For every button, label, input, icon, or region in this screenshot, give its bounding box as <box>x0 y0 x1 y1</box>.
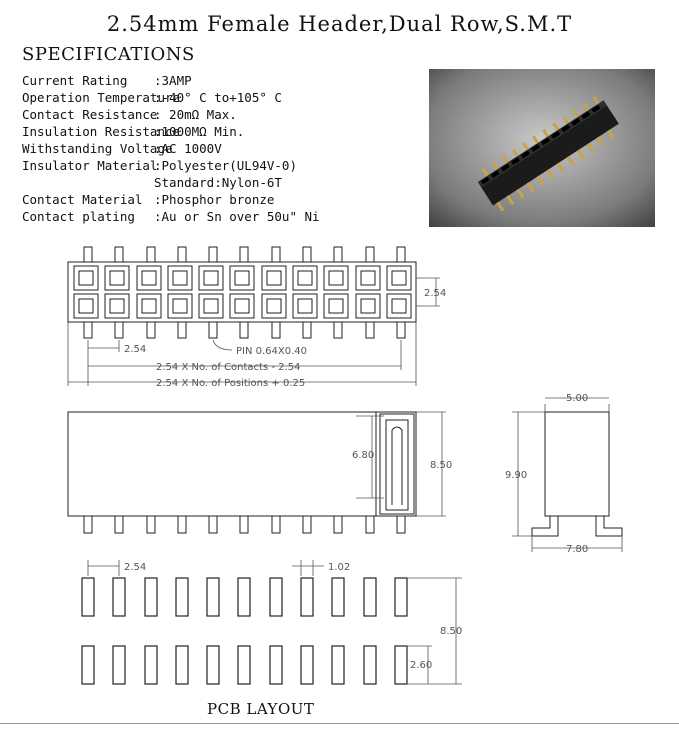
contacts-formula-label: 2.54 X No. of Contacts - 2.54 <box>156 362 301 373</box>
pcb-span-label: 8.50 <box>440 626 463 637</box>
spec-value: :AC 1000V <box>154 141 222 156</box>
spec-label: Withstanding Voltage <box>22 141 173 156</box>
side-view <box>532 412 622 536</box>
spec-label: Contact plating <box>22 209 135 224</box>
front-view <box>68 412 416 533</box>
spec-label: Insulation Resistance <box>22 124 181 139</box>
spec-label: Contact Resistance <box>22 107 158 122</box>
side-width-label: 5.00 <box>566 393 589 404</box>
top-view-pins-upper <box>84 247 405 262</box>
spec-value: :Polyester(UL94V-0) <box>154 158 297 173</box>
side-height-label: 9.90 <box>505 470 528 481</box>
spec-value: :-40° C to+105° C <box>154 90 282 105</box>
spec-value: :Phosphor bronze <box>154 192 275 207</box>
pin-pitch-label: 2.54 <box>124 344 147 355</box>
spec-value: :Au or Sn over 50u" Ni <box>154 209 320 224</box>
contact-cells <box>74 266 411 318</box>
spec-value: : 20mΩ Max. <box>154 107 237 122</box>
row-pitch-label: 2.54 <box>424 288 447 299</box>
pcb-pad-width-label: 1.02 <box>328 562 351 573</box>
page-title: 2.54mm Female Header,Dual Row,S.M.T <box>106 12 573 36</box>
spec-value: Standard:Nylon-6T <box>154 175 282 190</box>
spec-label: Contact Material <box>22 192 143 207</box>
spec-label: Current Rating <box>22 73 128 88</box>
contact-height-label: 6.80 <box>352 450 375 461</box>
pin-size-label: PIN 0.64X0.40 <box>236 346 308 357</box>
pcb-pitch-label: 2.54 <box>124 562 147 573</box>
pcb-pad-length-label: 2.60 <box>410 660 433 671</box>
body-height-label: 8.50 <box>430 460 453 471</box>
pcb-layout-caption: PCB LAYOUT <box>207 700 315 718</box>
spec-label: Operation Temperature <box>22 90 181 105</box>
bottom-divider <box>0 723 679 724</box>
spec-value: :3AMP <box>154 73 192 88</box>
specifications-heading: SPECIFICATIONS <box>22 44 195 65</box>
footprint-width-label: 7.80 <box>566 544 589 555</box>
pcb-pads <box>82 578 407 684</box>
spec-value: :1000MΩ Min. <box>154 124 245 139</box>
positions-formula-label: 2.54 X No. of Positions + 0.25 <box>156 378 306 389</box>
spec-label: Insulator Material <box>22 158 158 173</box>
top-view-pins-lower <box>84 322 405 338</box>
